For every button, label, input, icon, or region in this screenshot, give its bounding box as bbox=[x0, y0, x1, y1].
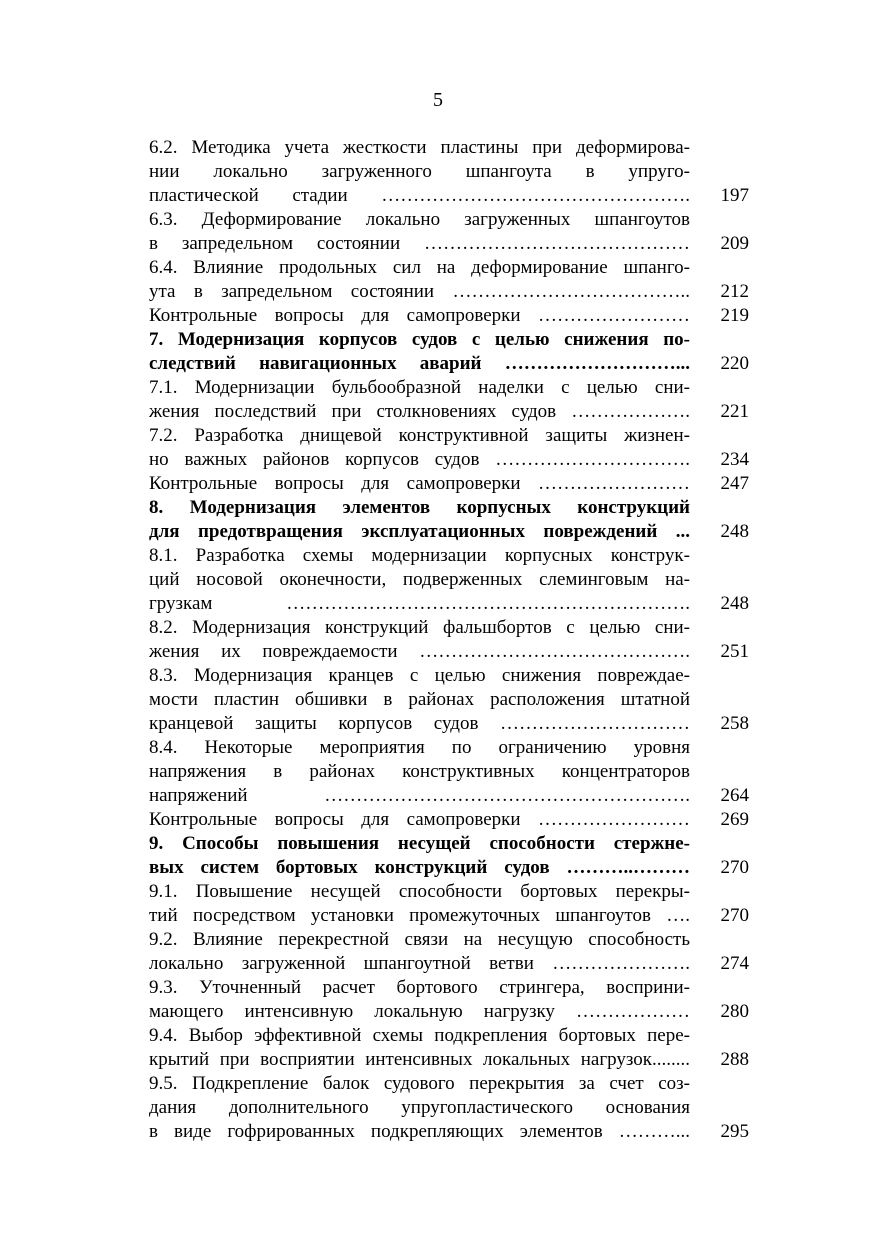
toc-entry-title bbox=[149, 304, 690, 328]
toc-entry-page-number: 212 bbox=[720, 281, 749, 302]
toc-entry-line: тий посредством установки промежуточных шпангоутов …. bbox=[149, 905, 690, 926]
toc-entry bbox=[149, 928, 749, 976]
toc-entry bbox=[149, 544, 749, 616]
toc-entry-line: 6.4. Влияние продольных сил на деформирование шпанго- bbox=[149, 257, 690, 278]
toc-entry bbox=[149, 664, 749, 736]
toc-entry-line: 7.2. Разработка днищевой конструктивной защиты жизнен- bbox=[149, 425, 690, 446]
toc-entry-line: жения последствий при столкновениях судов ………………. bbox=[149, 401, 690, 422]
toc-entry-line: но важных районов корпусов судов …………………………. bbox=[149, 449, 690, 470]
toc-entry-title bbox=[149, 1072, 690, 1144]
toc-entry-line: 9.2. Влияние перекрестной связи на несущую способность bbox=[149, 929, 690, 950]
toc-entry-line: пластической стадии …………………………………………. bbox=[149, 185, 690, 206]
toc-entry-page-number: 219 bbox=[720, 305, 749, 326]
toc-entry-title bbox=[149, 808, 690, 832]
page-number: 5 bbox=[433, 89, 443, 111]
toc-entry-title bbox=[149, 832, 690, 880]
toc-entry-title bbox=[149, 616, 690, 664]
toc-entry-line: нии локально загруженного шпангоута в упруго- bbox=[149, 161, 690, 182]
toc-entry-title bbox=[149, 472, 690, 496]
toc-entry-line: 7. Модернизация корпусов судов с целью снижения по- bbox=[149, 329, 690, 350]
toc-entry-title bbox=[149, 256, 690, 304]
toc-entry-line: для предотвращения эксплуатационных повреждений ... bbox=[149, 521, 690, 542]
toc-entry-page-number: 295 bbox=[720, 1121, 749, 1142]
toc-entry-line: дания дополнительного упругопластического основания bbox=[149, 1097, 690, 1118]
toc-entry-title bbox=[149, 376, 690, 424]
toc-entry-line: 9.4. Выбор эффективной схемы подкрепления бортовых пере- bbox=[149, 1025, 690, 1046]
toc-entry-line: кранцевой защиты корпусов судов ………………………… bbox=[149, 713, 690, 734]
toc-entry-title bbox=[149, 1024, 690, 1072]
toc-entry-title bbox=[149, 328, 690, 376]
toc-entry-page-number: 209 bbox=[720, 233, 749, 254]
toc-entry-line: следствий навигационных аварий ………………………... bbox=[149, 353, 690, 374]
toc-chapter-entry bbox=[149, 496, 749, 544]
toc-entry bbox=[149, 256, 749, 304]
toc-entry-line: в запредельном состоянии …………………………………… bbox=[149, 233, 690, 254]
toc-entry bbox=[149, 304, 749, 328]
toc-entry-line: вых систем бортовых конструкций судов ………..……… bbox=[149, 857, 690, 878]
toc-entry-title bbox=[149, 208, 690, 256]
toc-entry-title bbox=[149, 664, 690, 736]
toc-entry-page-number: 197 bbox=[720, 185, 749, 206]
toc-entry bbox=[149, 616, 749, 664]
toc-entry-line: напряжения в районах конструктивных концентраторов bbox=[149, 761, 690, 782]
toc-entry-line: жения их повреждаемости ……………………………………. bbox=[149, 641, 690, 662]
toc-entry-line: ута в запредельном состоянии ……………………………….. bbox=[149, 281, 690, 302]
toc-entry-page-number: 248 bbox=[720, 521, 749, 542]
toc-entry-page-number: 258 bbox=[720, 713, 749, 734]
toc-entry-line: 8. Модернизация элементов корпусных конструкций bbox=[149, 497, 690, 518]
toc-entry-page-number: 269 bbox=[720, 809, 749, 830]
toc-entry bbox=[149, 208, 749, 256]
toc-entry-line: 8.1. Разработка схемы модернизации корпусных конструк- bbox=[149, 545, 690, 566]
toc-entry-line: 9.5. Подкрепление балок судового перекрытия за счет соз- bbox=[149, 1073, 690, 1094]
toc-entry-page-number: 270 bbox=[720, 905, 749, 926]
toc-entry-line: напряжений …………………………………………………. bbox=[149, 785, 690, 806]
toc-entry-line: локально загруженной шпангоутной ветви …………………. bbox=[149, 953, 690, 974]
toc-entry bbox=[149, 976, 749, 1024]
toc-entry bbox=[149, 472, 749, 496]
toc-entry-line: 8.3. Модернизация кранцев с целью снижения повреждае- bbox=[149, 665, 690, 686]
toc-entry-title bbox=[149, 544, 690, 616]
toc-entry-line: мости пластин обшивки в районах расположения штатной bbox=[149, 689, 690, 710]
toc-entry-page-number: 280 bbox=[720, 1001, 749, 1022]
toc-entry-line: 6.3. Деформирование локально загруженных шпангоутов bbox=[149, 209, 690, 230]
toc-entry-line: 8.2. Модернизация конструкций фальшбортов с целью сни- bbox=[149, 617, 690, 638]
toc-entry-title bbox=[149, 424, 690, 472]
toc-entry-page-number: 251 bbox=[720, 641, 749, 662]
toc-entry bbox=[149, 424, 749, 472]
toc-entry-title bbox=[149, 736, 690, 808]
toc-entry-page-number: 270 bbox=[720, 857, 749, 878]
toc-entry-title bbox=[149, 976, 690, 1024]
toc-entry-page-number: 264 bbox=[720, 785, 749, 806]
toc-entry bbox=[149, 1072, 749, 1144]
toc-entry bbox=[149, 1024, 749, 1072]
toc-entry bbox=[149, 808, 749, 832]
toc-entry-line: грузкам ………………………………………………………. bbox=[149, 593, 690, 614]
toc-entry-page-number: 220 bbox=[720, 353, 749, 374]
toc-entry-line: 9. Способы повышения несущей способности стержне- bbox=[149, 833, 690, 854]
toc-entry-line: 8.4. Некоторые мероприятия по ограничению уровня bbox=[149, 737, 690, 758]
toc-entry-line: Контрольные вопросы для самопроверки …………………… bbox=[149, 809, 690, 830]
toc-entry-line: Контрольные вопросы для самопроверки …………………… bbox=[149, 305, 690, 326]
toc-entry bbox=[149, 136, 749, 208]
toc-entry-line: 7.1. Модернизации бульбообразной наделки с целью сни- bbox=[149, 377, 690, 398]
toc-entry bbox=[149, 376, 749, 424]
toc-entry-title bbox=[149, 880, 690, 928]
toc-entry-line: крытий при восприятии интенсивных локальных нагрузок........ bbox=[149, 1049, 690, 1070]
toc-entry-page-number: 221 bbox=[720, 401, 749, 422]
toc-entry-page-number: 234 bbox=[720, 449, 749, 470]
toc-entry-title bbox=[149, 136, 690, 208]
toc-entry-line: 9.3. Уточненный расчет бортового стрингера, восприни- bbox=[149, 977, 690, 998]
toc-entry-page-number: 247 bbox=[720, 473, 749, 494]
toc-entry-page-number: 274 bbox=[720, 953, 749, 974]
toc-entry bbox=[149, 736, 749, 808]
toc-chapter-entry bbox=[149, 328, 749, 376]
toc-chapter-entry bbox=[149, 832, 749, 880]
toc-entry-line: ций носовой оконечности, подверженных слеминговым на- bbox=[149, 569, 690, 590]
toc-entry bbox=[149, 880, 749, 928]
toc-entry-line: в виде гофрированных подкрепляющих элементов ………... bbox=[149, 1121, 690, 1142]
toc-entry-line: 9.1. Повышение несущей способности бортовых перекры- bbox=[149, 881, 690, 902]
toc-entry-title bbox=[149, 496, 690, 544]
toc-entry-page-number: 288 bbox=[720, 1049, 749, 1070]
toc-entry-title bbox=[149, 928, 690, 976]
toc-entry-line: 6.2. Методика учета жесткости пластины при деформирова- bbox=[149, 137, 690, 158]
toc-entry-page-number: 248 bbox=[720, 593, 749, 614]
table-of-contents bbox=[149, 136, 749, 1144]
toc-entry-line: мающего интенсивную локальную нагрузку ……………… bbox=[149, 1001, 690, 1022]
toc-entry-line: Контрольные вопросы для самопроверки …………………… bbox=[149, 473, 690, 494]
